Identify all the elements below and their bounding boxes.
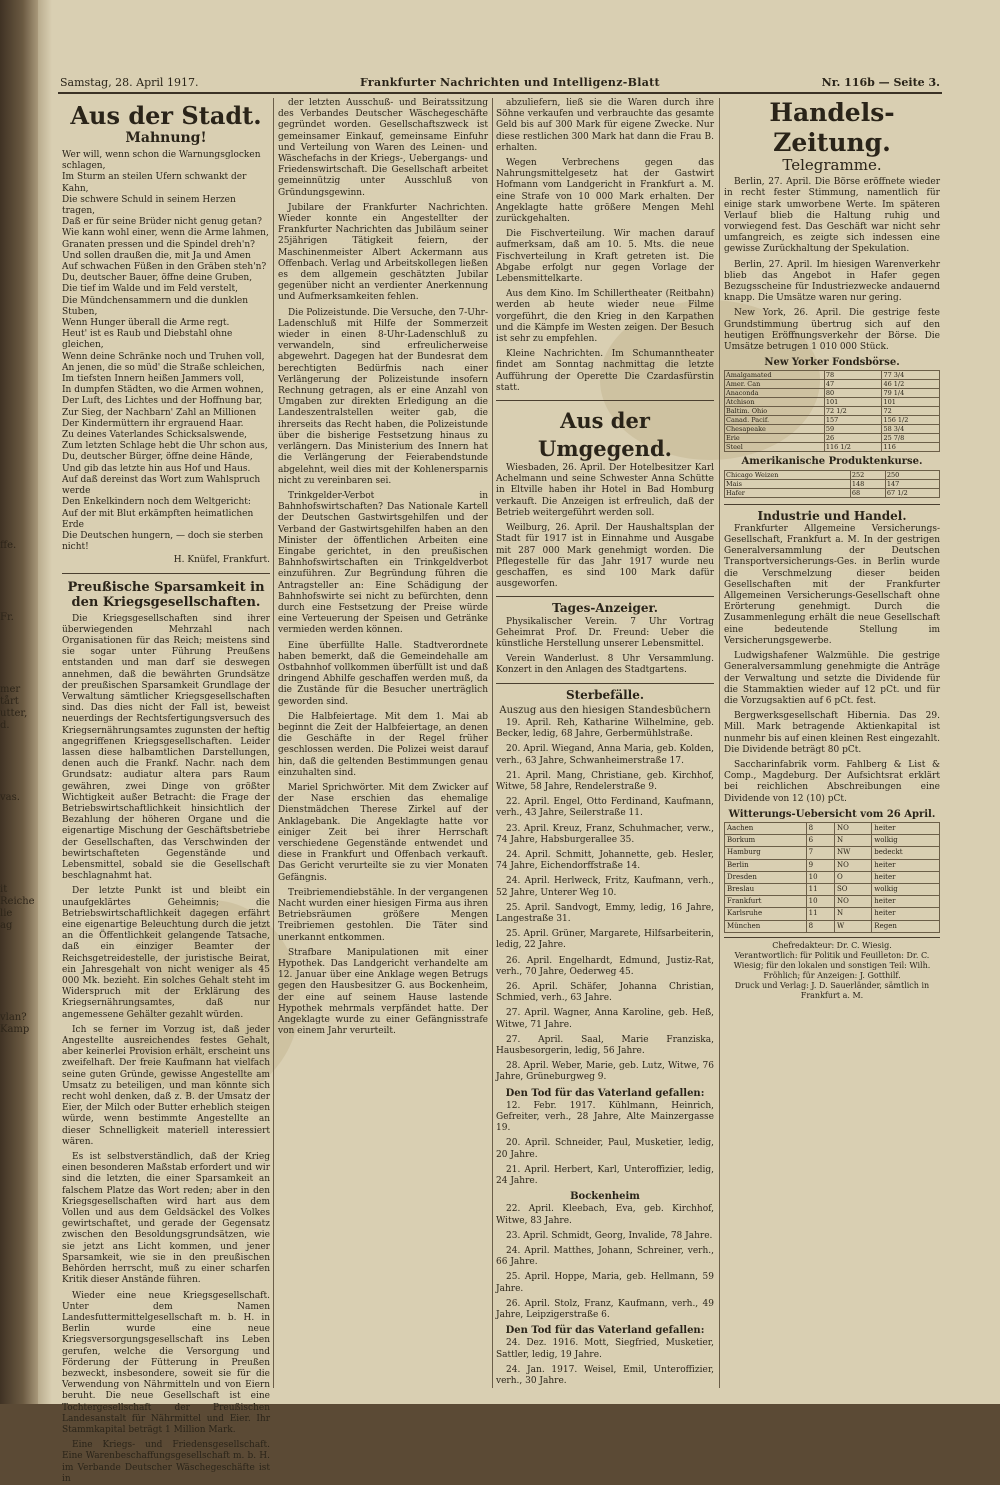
poem-line: Den Enkelkindern noch dem Weltgericht:	[62, 497, 251, 508]
poem-line: Zu deines Vaterlandes Schicksalswende,	[62, 430, 248, 441]
table-cell: 46 1/2	[882, 380, 940, 389]
table-title: Amerikanische Produktenkurse.	[741, 456, 923, 468]
news-paragraph: Eine überfüllte Halle. Stadtverordnete haben bemerkt, daß die Gemeindehalle am Ostbahnhof vollkommen überfüllt ist und daß dringend Abhilfe geschaffen werden muß, da die Zustände für die Besucher unerträglich geworden sind.	[278, 640, 488, 707]
poem	[62, 150, 270, 553]
news-paragraph: Treibriemendiebstähle. In der vergangenen Nacht wurden einer hiesigen Firma aus ihren Betriebsräumen größere Mengen Treibriemen gestohlen. Die Täter sind unerkannt entkommen.	[278, 887, 488, 943]
death-entry: 20. April. Wiegand, Anna Maria, geb. Kolden, verh., 63 Jahre, Schwanheimerstraße 17.	[496, 744, 714, 766]
poem-line: Heut' ist es Raub und Diebstahl ohne gleichen,	[62, 329, 233, 351]
commodity-table	[724, 470, 940, 498]
table-cell: SO	[834, 883, 871, 895]
poem-line: Zur Sieg, der Nachbarn' Zahl an Millionen	[62, 407, 257, 418]
poem-line: Wer will, wenn schon die Warnungsglocken schlagen,	[62, 150, 261, 172]
table-cell: 80	[824, 389, 882, 398]
fragment-text: vlan?	[0, 1012, 27, 1023]
fallen-entry: 24. Jan. 1917. Weisel, Emil, Unteroffizier, verh., 30 Jahre.	[496, 1364, 714, 1387]
article-paragraph: Der letzte Punkt ist und bleibt ein unaufgeklärtes Geheimnis; die Betriebswirtschaftlichkeit dagegen erfährt eine eigenartige Beleuchtung durch die jetzt an die Öffentlichkeit gelangende Tatsache, daß ein einziger Beamter der Reichsgetreidestelle, der juristische Beirat, ein Jahresgehalt von nicht weniger als 45 000 Mk. bezieht. Ein solches Gehalt steht im Widerspruch mit der Erklärung des Kriegsernährungsamtes, daß nur angemessene Gehälter gezahlt würden.	[62, 886, 270, 1020]
table-cell: 25 7/8	[882, 434, 940, 443]
news-paragraph: Wegen Verbrechens gegen das Nahrungsmittelgesetz hat der Gastwirt Hofmann vom Landgericht in Frankfurt a. M. eine Strafe von 10 000 Mark erhalten. Der Angeklagte hatte größere Mengen Mehl zurückgehalten.	[496, 158, 714, 225]
poem-line: Du, deutscher Bürger, öffne deine Hände,	[62, 452, 253, 463]
poem-line: Wenn Hunger überall die Arme regt.	[62, 318, 230, 329]
table-cell: 9	[806, 859, 834, 871]
news-paragraph: Trinkgelder-Verbot in Bahnhofswirtschaften? Das Nationale Kartell der Deutschen Gastwirtsgehilfen und der Verband der Gastwirtsgehilfen haben an den Minister der öffentlichen Arbeiten eine Eingabe gerichtet, in den preußischen Bahnhofswirtschaften ein Trinkgeldverbot einzuführen. Zur Begründung führen die Antragsteller an: Eine Schädigung der Bahnhofswirte sei nicht zu befürchten, denn durch eine Festsetzung der Preise würde eine Verteuerung der Speisen und Getränke vermieden werden können.	[278, 490, 488, 636]
table-cell: 59	[824, 425, 882, 434]
fallen-entry: 20. April. Schneider, Paul, Musketier, ledig, 20 Jahre.	[496, 1138, 714, 1160]
poem-line: Die schwere Schuld in seinem Herzen tragen,	[62, 194, 236, 217]
news-paragraph: abzuliefern, ließ sie die Waren durch ihre Söhne verkaufen und verbrauchte das gesamte Geld bis auf 300 Mark für eigene Zwecke. Nur diese restlichen 300 Mark hat dann die Frau B. erhalten.	[496, 98, 714, 153]
death-entry: 22. April. Kleebach, Eva, geb. Kirchhof, Witwe, 83 Jahre.	[496, 1204, 714, 1226]
table-cell: 72 1/2	[824, 407, 882, 416]
poem-line: Du, deutscher Bauer, öffne deine Gruben,	[62, 273, 253, 284]
column-rule	[492, 98, 493, 1388]
table-cell: 72	[882, 407, 940, 416]
table-cell: 10	[806, 871, 834, 883]
poem-line: Die Mündchensammern und die dunklen Stuben,	[62, 295, 248, 317]
fragment-text: ffe.	[0, 540, 17, 551]
notice-item: Physikalischer Verein. 7 Uhr Vortrag Geheimrat Prof. Dr. Freund: Ueber die künstliche Herstellung unserer Lebensmittel.	[496, 616, 714, 649]
table-cell: 78	[824, 371, 882, 380]
table-cell: Mais	[725, 479, 851, 488]
table-row	[725, 380, 940, 389]
poem-line: Wie kann wohl einer, wenn die Arme lahmen,	[62, 228, 269, 239]
column-1	[62, 98, 270, 1484]
notice-item: Verein Wanderlust. 8 Uhr Versammlung. Konzert in den Anlagen des Stadtgartens.	[496, 654, 714, 676]
table-cell: 101	[824, 398, 882, 407]
industry-paragraph: Frankfurter Allgemeine Versicherungs-Gesellschaft, Frankfurt a. M. In der gestrigen Generalversammlung der Deutschen Transportversicherungs-Ges. in Berlin wurde die Verschmelzung dieser beiden Gesellschaften mit der Frankfurter Allgemeinen Versicherungs-Gesellschaft ohne Erörterung genehmigt. Durch die Zusammenlegung erhält die neue Gesellschaft eine bedeutende Stellung im Versicherungsgewerbe.	[724, 523, 940, 646]
death-entry: 22. April. Engel, Otto Ferdinand, Kaufmann, verh., 43 Jahre, Seilerstraße 11.	[496, 797, 714, 819]
table-cell: Regen	[872, 920, 940, 932]
article-title: Preußische Sparsamkeit in den Kriegsgesellschaften.	[67, 579, 265, 610]
fragment-text: vas.	[0, 792, 20, 803]
table-cell: 77 3/4	[882, 371, 940, 380]
issue-date: Samstag, 28. April 1917.	[60, 76, 199, 89]
fragment-text: it	[0, 884, 8, 895]
telegram-heading: Telegramme.	[782, 156, 882, 174]
table-cell: heiter	[872, 859, 940, 871]
table-cell: 252	[850, 470, 885, 479]
page-number: Nr. 116b — Seite 3.	[821, 76, 940, 89]
fragment-text: lie	[0, 908, 13, 919]
commerce-title: Handels-Zeitung.	[769, 98, 895, 157]
section-note: Auszug aus den hiesigen Standesbüchern	[499, 704, 711, 716]
table-cell: Hamburg	[725, 847, 807, 859]
table-cell: 10	[806, 896, 834, 908]
table-row	[725, 470, 940, 479]
table-title: Witterungs-Uebersicht vom 26 April.	[728, 808, 936, 820]
table-cell: München	[725, 920, 807, 932]
poem-line: Auf daß dereinst das Wort zum Wahlspruch werde	[62, 474, 261, 497]
news-paragraph: Jubilare der Frankfurter Nachrichten. Wieder konnte ein Angestellter der Frankfurter Nachrichten das Jubiläum seiner 25jährigen Tätigkeit feiern, der Maschinenmeister Albert Ackermann aus Offenbach. Verlag und Arbeitskollegen ließen es dem allgemein geschätzten Jubilar gegenüber nicht an verdienter Anerkennung und Aufmerksamkeiten fehlen.	[278, 202, 488, 303]
table-cell: Amalgamated	[725, 371, 825, 380]
table-cell: 47	[824, 380, 882, 389]
table-cell: 116	[882, 443, 940, 452]
table-row	[725, 488, 940, 497]
telegram-paragraph: Berlin, 27. April. Die Börse eröffnete wieder in recht fester Stimmung, namentlich für einige stark umworbene Werte. Im späteren Verlauf blieb die Haltung ruhig und vorwiegend fest. Das Geschäft war nicht sehr umfangreich, es zeigte sich indessen eine gewisse Zurückhaltung der Spekulation.	[724, 177, 940, 255]
imprint-line: Druck und Verlag: J. D. Sauerländer, sämtlich in Frankfurt a. M.	[734, 980, 930, 1000]
poem-title: Mahnung!	[125, 130, 207, 146]
poem-line: An jenen, die so müd' die Straße schleichen,	[62, 362, 265, 373]
subsection-title: Den Tod für das Vaterland gefallen:	[505, 1325, 705, 1337]
table-cell: heiter	[872, 896, 940, 908]
previous-page-fragment	[0, 60, 36, 1400]
table-row	[725, 847, 940, 859]
table-cell: Chicago Weizen	[725, 470, 851, 479]
news-paragraph: Mariel Sprichwörter. Mit dem Zwicker auf der Nase erschien das ehemalige Dienstmädchen Therese Zirkel auf der Anklagebank. Die Angeklagte hatte vor einiger Zeit bei ihrer Herrschaft verschiedene Gegenstände entwendet und diese in Frankfurt und Offenbach verkauft. Das Gericht verurteilte sie zu vier Monaten Gefängnis.	[278, 782, 488, 883]
poem-line: Der Luft, des Lichtes und der Hoffnung bar,	[62, 396, 263, 407]
table-cell: Breslau	[725, 883, 807, 895]
death-entry: 24. April. Schmitt, Johannette, geb. Hesler, 74 Jahre, Eichendorffstraße 14.	[496, 849, 714, 872]
table-cell: heiter	[872, 871, 940, 883]
imprint	[724, 937, 940, 1001]
imprint-line: Verantwortlich: für Politik und Feuilleton: Dr. C. Wiesig; für den lokalen und sonstigen Teil: Wilh. Fröhlich; für Anzeigen: J. Gotthilf.	[733, 950, 931, 980]
local-news	[496, 98, 714, 394]
column-rule	[719, 98, 720, 1388]
table-cell: wolkig	[872, 835, 940, 847]
poem-line: Daß er für seine Brüder nicht genug getan?	[62, 217, 262, 228]
table-title: New Yorker Fondsbörse.	[764, 357, 900, 369]
table-row	[725, 371, 940, 380]
table-cell: Hafer	[725, 488, 851, 497]
death-entry: 27. April. Wagner, Anna Karoline, geb. Heß, Witwe, 71 Jahre.	[496, 1008, 714, 1030]
table-cell: 147	[885, 479, 939, 488]
fallen-list	[496, 1101, 714, 1187]
table-cell: 67 1/2	[885, 488, 939, 497]
table-cell: Erie	[725, 434, 825, 443]
table-cell: 11	[806, 883, 834, 895]
divider	[496, 683, 714, 684]
poem-line: Die tief im Walde und im Feld verstelt,	[62, 284, 238, 295]
divider	[724, 504, 940, 505]
telegram-paragraph: New York, 26. April. Die gestrige feste Grundstimmung übertrug sich auf den heutigen Eröffnungsverkehr der Börse. Die Umsätze betrugen 1 010 000 Stück.	[724, 308, 940, 353]
table-row	[725, 407, 940, 416]
table-cell: wolkig	[872, 883, 940, 895]
table-cell: N	[834, 835, 871, 847]
death-entry: 25. April. Sandvogt, Emmy, ledig, 16 Jahre, Langestraße 31.	[496, 902, 714, 924]
table-cell: 58 3/4	[882, 425, 940, 434]
table-cell: Atchison	[725, 398, 825, 407]
news-paragraph: Die Fischverteilung. Wir machen darauf aufmerksam, daß am 10. 5. Mts. die neue Fischverteilung in Kraft getreten ist. Die Abgabe erfolgt nur gegen Vorlage der Lebensmittelkarte.	[496, 229, 714, 285]
death-entry: 21. April. Mang, Christiane, geb. Kirchhof, Witwe, 58 Jahre, Rendelerstraße 9.	[496, 770, 714, 792]
table-cell: NO	[834, 822, 871, 834]
table-cell: heiter	[872, 822, 940, 834]
section-title: Industrie und Handel.	[757, 508, 907, 523]
table-cell: Aachen	[725, 822, 807, 834]
news-paragraph: Weilburg, 26. April. Der Haushaltsplan der Stadt für 1917 ist in Einnahme und Ausgabe mit 287 000 Mark genehmigt worden. Die Pflegestelle für das Jahr 1917 wurde neu geschaffen, es sind 100 Mark dafür ausgeworfen.	[496, 523, 714, 590]
column-2	[278, 98, 488, 1388]
fragment-text: ag	[0, 920, 13, 931]
poem-line: Die Deutschen hungern, — doch sie sterben nicht!	[62, 530, 264, 553]
news-paragraph: Die Halbfeiertage. Mit dem 1. Mai ab beginnt die Zeit der Halbfeiertage, an denen die Geschäfte in der Regel früher geschlossen werden. Die Polizei weist darauf hin, daß die geltenden Bestimmungen genau einzuhalten sind.	[278, 711, 488, 778]
table-cell: Canad. Pacif.	[725, 416, 825, 425]
death-entry: 24. April. Matthes, Johann, Schreiner, verh., 66 Jahre.	[496, 1246, 714, 1268]
article-paragraph: Es ist selbstverständlich, daß der Krieg einen besonderen Maßstab erfordert und wir sind die letzten, die einer Sparsamkeit an falschem Platze das Wort reden; aber in den Kriegsgesellschaften wird hart aus dem Vollen und aus dem Geldsäckel des Volkes gewirtschaftet, und gerade der Gegensatz zwischen den Besoldungsgrundsätzen, wie sie jetzt ans Licht kommen, und jener Sparsamkeit, wie sie in den preußischen Behörden herrscht, muß zu einer scharfen Kritik dieser Anstände führen.	[62, 1152, 270, 1286]
table-cell: Anaconda	[725, 389, 825, 398]
table-cell: NO	[834, 859, 871, 871]
table-cell: bedeckt	[872, 847, 940, 859]
table-cell: Dresden	[725, 871, 807, 883]
column-3	[496, 98, 714, 1388]
table-cell: Karlsruhe	[725, 908, 807, 920]
poem-line: Und sollen draußen die, mit Ja und Amen	[62, 250, 251, 261]
fragment-text: tårt	[0, 696, 19, 707]
poem-line: Granaten pressen und die Spindel dreh'n?	[62, 239, 255, 250]
death-notices	[496, 718, 714, 1084]
table-row	[725, 434, 940, 443]
table-cell: NO	[834, 896, 871, 908]
news-paragraph: Kleine Nachrichten. Im Schumanntheater findet am Sonntag nachmittag die letzte Aufführung der Operette Die Czardasfürstin statt.	[496, 349, 714, 393]
table-row	[725, 425, 940, 434]
fragment-text: Reiche	[0, 896, 35, 907]
death-entry: 19. April. Reh, Katharine Wilhelmine, geb. Becker, ledig, 68 Jahre, Gerbermühlstraße.	[496, 717, 714, 740]
poem-line: Wenn deine Schränke noch und Truhen voll,	[62, 351, 265, 362]
poem-line: Im Sturm an steilen Ufern schwankt der Kahn,	[62, 172, 247, 194]
news-paragraph: der letzten Ausschuß- und Beiratssitzung des Verbandes Deutscher Wäschegeschäfte gegründet worden. Gesellschaftszweck ist gemeinsamer Einkauf, gemeinsame Einfuhr und Verteilung von Waren des Leinen- und Wäschefachs in der Kriegs-, Uebergangs- und Friedenswirtschaft. Die Gesellschaft arbeitet gemeinnützig unter Ausschluß von Gründungsgewinn.	[278, 98, 488, 198]
page-binding-shadow	[38, 0, 52, 1404]
table-cell: W	[834, 920, 871, 932]
table-cell: 68	[850, 488, 885, 497]
imprint-line: Chefredakteur: Dr. C. Wiesig.	[772, 940, 892, 950]
news-paragraph: Wiesbaden, 26. April. Der Hotelbesitzer Karl Achelmann und seine Schwester Anna Schütte in Eltville haben ihr Hotel in Bad Homburg verkauft. Die Anzeigen ist erfreulich, daß der Betrieb weitergeführt werden soll.	[496, 463, 714, 518]
weather-table	[724, 822, 940, 933]
death-entry: 23. April. Schmidt, Georg, Invalide, 78 Jahre.	[506, 1230, 713, 1241]
poem-line: Und gib das letzte hin aus Hof und Haus.	[62, 463, 251, 474]
death-entry: 25. April. Hoppe, Maria, geb. Hellmann, 59 Jahre.	[496, 1272, 714, 1294]
telegrams	[724, 177, 940, 353]
table-row	[725, 871, 940, 883]
poem-line: In dumpfen Städten, wo die Armen wohnen,	[62, 385, 264, 396]
table-row	[725, 443, 940, 452]
article-body	[62, 614, 270, 1485]
fallen-list	[496, 1338, 714, 1387]
news-paragraph: Strafbare Manipulationen mit einer Hypothek. Das Landgericht verhandelte am 12. Januar über eine Anklage wegen Betrugs gegen den Hausbesitzer G. aus Bockenheim, der eine auf seinem Hause lastende Hypothek mehrmals verpfändet hatte. Der Angeklagte wurde zu einer Gefängnisstrafe von einem Jahr verurteilt.	[278, 947, 488, 1037]
regional-news	[496, 463, 714, 590]
table-cell: 116 1/2	[824, 443, 882, 452]
table-row	[725, 883, 940, 895]
poem-line: Im tiefsten Innern heißen Jammers voll,	[62, 374, 245, 385]
table-row	[725, 398, 940, 407]
subsection-title: Den Tod für das Vaterland gefallen:	[505, 1087, 705, 1099]
table-cell: Berlin	[725, 859, 807, 871]
table-cell: 157	[824, 416, 882, 425]
industry-paragraph: Saccharinfabrik vorm. Fahlberg & List & Comp., Magdeburg. Der Aufsichtsrat erklärt bei reichlichen Abschreibungen eine Dividende von 12 (10) pCt.	[724, 759, 940, 804]
table-cell: 156 1/2	[882, 416, 940, 425]
table-cell: 6	[806, 835, 834, 847]
subsection-title: Bockenheim	[570, 1191, 640, 1203]
news-paragraph: Aus dem Kino. Im Schillertheater (Reitbahn) werden ab heute wieder neue Filme vorgeführt, die den Krieg in den Karpathen und die Kämpfe im Westen zeigen. Der Besuch ist sehr zu empfehlen.	[496, 289, 714, 345]
table-row	[725, 389, 940, 398]
table-cell: 101	[882, 398, 940, 407]
section-title: Aus der Umgegend.	[538, 408, 672, 462]
table-cell: 11	[806, 908, 834, 920]
table-cell: 250	[885, 470, 939, 479]
table-row	[725, 479, 940, 488]
article-paragraph: Ich se ferner im Vorzug ist, daß jeder Angestellte ausreichendes festes Gehalt, aber keinerlei Provision erhält, erscheint uns zweifelhaft. Der freie Kaufmann hat vielfach seine guten Gründe, gewisse Angestellte am Umsatz zu beteiligen, und man könnte sich recht wohl denken, daß z. B. der Umsatz der Eier, der Milch oder Butter erheblich steigen würde, wenn bestimmte Angestellte an dieser Schnelligkeit materiell interessiert wären.	[62, 1024, 270, 1147]
masthead: Frankfurter Nachrichten und Intelligenz-Blatt	[360, 76, 660, 89]
divider	[496, 400, 714, 401]
death-entry: 25. April. Grüner, Margarete, Hilfsarbeiterin, ledig, 22 Jahre.	[496, 929, 714, 951]
table-cell: Chesapeake	[725, 425, 825, 434]
table-cell: heiter	[872, 908, 940, 920]
death-entry: 26. April. Schäfer, Johanna Christian, Schmied, verh., 63 Jahre.	[496, 982, 714, 1004]
header-rule	[58, 92, 942, 94]
table-cell: 79 1/4	[882, 389, 940, 398]
table-cell: Amer. Can	[725, 380, 825, 389]
daily-notices	[496, 617, 714, 677]
table-row	[725, 822, 940, 834]
poem-line: Zum letzten Schlage hebt die Uhr schon aus,	[62, 441, 268, 452]
table-cell: N	[834, 908, 871, 920]
table-row	[725, 835, 940, 847]
table-cell: Steel	[725, 443, 825, 452]
table-cell: NW	[834, 847, 871, 859]
table-cell: 26	[824, 434, 882, 443]
table-cell: Frankfurt	[725, 896, 807, 908]
fallen-entry: 12. Febr. 1917. Kühlmann, Heinrich, Gefreiter, verh., 28 Jahre, Alte Mainzergasse 19.	[496, 1100, 714, 1134]
table-cell: Borkum	[725, 835, 807, 847]
death-entry: 26. April. Engelhardt, Edmund, Justiz-Rat, verh., 70 Jahre, Oederweg 45.	[496, 955, 714, 977]
section-title: Tages-Anzeiger.	[552, 601, 658, 616]
death-entry: 24. April. Herlweck, Fritz, Kaufmann, verh., 52 Jahre, Unterer Weg 10.	[496, 876, 714, 898]
table-cell: 8	[806, 920, 834, 932]
table-cell: 148	[850, 479, 885, 488]
table-cell: 8	[806, 822, 834, 834]
fragment-text: mer	[0, 684, 21, 695]
fallen-entry: 24. Dez. 1916. Mott, Siegfried, Musketier, Sattler, ledig, 19 Jahre.	[496, 1338, 714, 1360]
article-paragraph: Wieder eine neue Kriegsgesellschaft. Unter dem Namen Landesfuttermittelgesellschaft m. b. H. in Berlin wurde eine neue Kriegsversorgungsgesellschaft ins Leben gerufen, welche die Versorgung und Förderung der Fütterung in Preußen bezweckt, insbesondere, soweit sie für die Verwendung von Nährmitteln und von Eiern beruht. Die neue Gesellschaft ist eine Tochtergesellschaft der Preußischen Landesanstalt für Nährmittel und Eier. Ihr Stammkapital beträgt 1 Million Mark.	[62, 1290, 270, 1435]
fragment-text: d.	[0, 720, 10, 731]
death-entry: 27. April. Saal, Marie Franziska, Hausbesorgerin, ledig, 56 Jahre.	[496, 1034, 714, 1057]
poem-line: Auf schwachen Füßen in den Gräben steh'n?	[62, 262, 267, 273]
telegram-paragraph: Berlin, 27. April. Im hiesigen Warenverkehr blieb das Angebot in Hafer gegen Bezugsscheine für Industriezwecke andauernd knapp. Die Umsätze waren nur gering.	[724, 259, 940, 304]
fragment-text: Fr.	[0, 612, 14, 623]
divider	[62, 573, 270, 574]
poem-line: Auf der mit Blut erkämpften heimatlichen Erde	[62, 508, 254, 530]
column-rule	[273, 98, 274, 1388]
divider	[496, 596, 714, 597]
fragment-text: Kamp	[0, 1024, 30, 1035]
table-cell: O	[834, 871, 871, 883]
table-row	[725, 859, 940, 871]
fragment-text: utter,	[0, 708, 28, 719]
table-cell: 7	[806, 847, 834, 859]
death-entry: 28. April. Weber, Marie, geb. Lutz, Witwe, 76 Jahre, Grüneburgweg 9.	[496, 1061, 714, 1083]
article-paragraph: Die Kriegsgesellschaften sind ihrer überwiegenden Mehrzahl nach Organisationen für das Reich; meistens sind sie sogar unter Führung Preußens entstanden und man darf sie deswegen annehmen, daß die bewährten Grundsätze der preußischen Sparsamkeit Grundlage der Verwaltung sämtlicher Kriegsgesellschaften sind. Das dies nicht der Fall ist, beweist neuerdings der Rechtsfertigungsversuch des Kriegsernährungsamtes zugunsten der heftig angegriffenen Kriegsgesellschaften. Leider lassen diese halbamtlichen Darstellungen, denen auch die Frankf. Nachr. nach dem Grundsatz: audiatur altera pars Raum gewähren, zwei Dinge von größter Wichtigkeit außer Betracht: die Frage der Betriebswirtschaftlichkeit hinsichtlich der Bezahlung der höheren Organe und die eigenartige Mischung der Geschäftsbetriebe der Gesellschaften, das Verschwinden der bewirtschafteten Gegenstände und Lebensmittel, sobald sie die Gesellschaft beschlagnahmt hat.	[62, 613, 270, 882]
news-paragraph: Die Polizeistunde. Die Versuche, den 7-Uhr-Ladenschluß mit Hilfe der Sommerzeit wieder in einen 8-Uhr-Ladenschluß zu verwandeln, sind erfreulicherweise abgewehrt. Dagegen hat der Bundesrat dem berechtigten Bedürfnis nach einer Verlängerung der Polizeistunde insofern Rechnung getragen, als er eine Anzahl von Umgaben zur direkten Erledigung an die Landeszentralstellen weiter gab, die ihrerseits das Recht haben, die Polizeistunde über die bisherige Festsetzung hinaus zu verlängern. Das Ministerium des Innern hat die Verlängerung der Feierabendstunde abgelehnt, weil dies mit der Kohlenersparnis nicht zu vereinbaren sei.	[278, 307, 488, 486]
industry-news	[724, 524, 940, 805]
bockenheim-list	[496, 1204, 714, 1321]
table-row	[725, 908, 940, 920]
industry-paragraph: Ludwigshafener Walzmühle. Die gestrige Generalversammlung genehmigte die Anträge der Verwaltung und setzte die Dividende für die Stammaktien wieder auf 12 pCt. und für die Vorzugsaktien auf 6 pCt. fest.	[724, 651, 940, 706]
poem-author: H. Knüfel, Frankfurt.	[173, 555, 270, 566]
table-row	[725, 896, 940, 908]
column-4	[724, 98, 940, 1388]
page-header	[60, 72, 940, 92]
poem-line: Der Kindermüttern ihr ergrauend Haar.	[62, 418, 244, 429]
section-title: Sterbefälle.	[565, 687, 645, 702]
table-row	[725, 416, 940, 425]
death-entry: 26. April. Stolz, Franz, Kaufmann, verh., 49 Jahre, Leipzigerstraße 6.	[496, 1298, 714, 1321]
death-entry: 23. April. Kreuz, Franz, Schuhmacher, verw., 74 Jahre, Habsburgerallee 35.	[496, 823, 714, 845]
article-paragraph: Eine Kriegs- und Friedensgesellschaft. Eine Warenbeschaffungsgesellschaft m. b. H. im Verbande Deutscher Wäschegeschäfte ist in	[62, 1440, 270, 1484]
section-title: Aus der Stadt.	[70, 101, 262, 130]
fallen-entry: 21. April. Herbert, Karl, Unteroffizier, ledig, 24 Jahre.	[496, 1164, 714, 1187]
stock-table	[724, 370, 940, 452]
table-row	[725, 920, 940, 932]
table-cell: Baltim. Ohio	[725, 407, 825, 416]
industry-paragraph: Bergwerksgesellschaft Hibernia. Das 29. Mill. Mark betragende Aktienkapital ist nunmehr bis auf einen kleinen Rest eingezahlt. Die Dividende beträgt 80 pCt.	[724, 711, 940, 755]
